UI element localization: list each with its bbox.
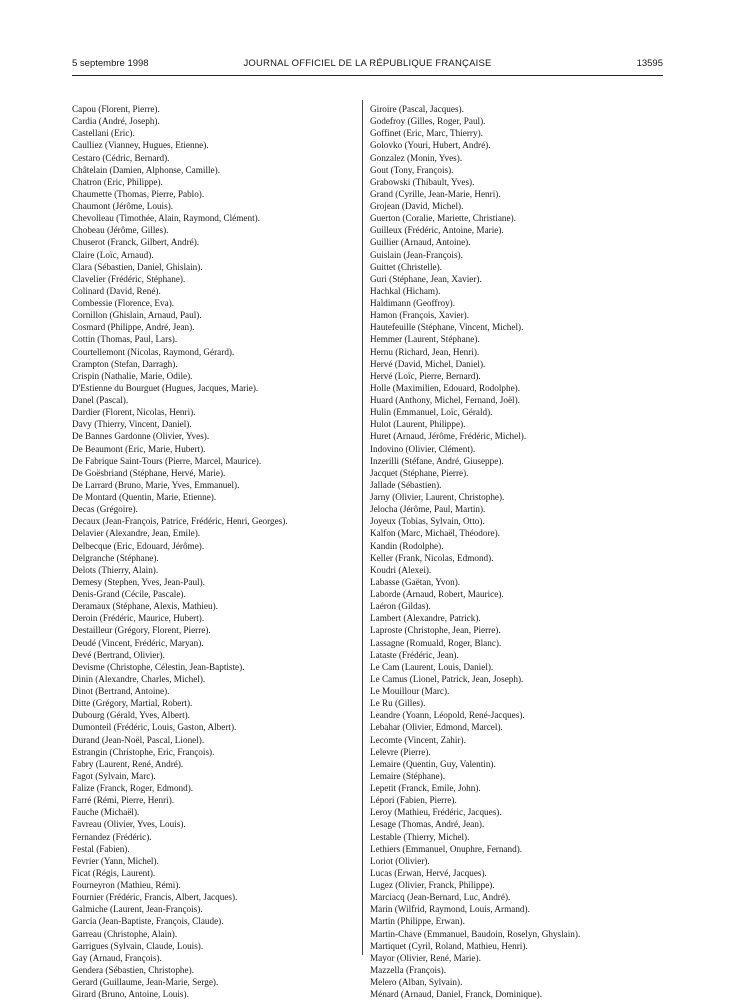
name-entry: Delgranche (Stéphane). (72, 552, 159, 563)
name-entry: Gonzalez (Monin, Yves). (370, 152, 463, 163)
name-entry: Haldimann (Geoffroy). (370, 298, 456, 308)
name-entry: Fagot (Sylvain, Marc). (72, 770, 156, 781)
page-number: 13595 (636, 58, 663, 69)
name-entry: Decas (Grégoire). (72, 504, 138, 515)
name-entry: Mazzella (François). (370, 964, 447, 975)
name-entry: Melero (Alban, Sylvain). (370, 977, 463, 987)
name-entry: Lecomte (Vincent, Zahir). (370, 734, 466, 745)
name-entry: Grojean (David, Michel). (370, 201, 464, 211)
name-entry: Garcia (Jean-Baptiste, François, Claude). (72, 916, 224, 927)
name-entry: Cornillon (Ghislain, Arnaud, Paul). (72, 310, 202, 321)
name-entry: Lethiers (Emmanuel, Onuphre, Fernand). (370, 843, 523, 854)
name-entry: Claire (Loïc, Arnaud). (72, 249, 154, 260)
name-entry: Clara (Sébastien, Daniel, Ghislain). (72, 261, 203, 272)
name-entry: De Bannes Gardonne (Olivier, Yves). (72, 431, 210, 442)
name-entry: Fernandez (Frédéric). (72, 831, 152, 842)
name-entry: Lataste (Frédéric, Jean). (370, 649, 459, 660)
name-entry: Jallade (Sébastien). (370, 479, 442, 490)
name-entry: Hemmer (Laurent, Stéphane). (370, 334, 480, 345)
name-entry: Hachkal (Hicham). (370, 285, 441, 296)
name-entry: Falize (Franck, Roger, Edmond). (72, 783, 194, 793)
name-entry: Demesy (Stephen, Yves, Jean-Paul). (72, 576, 205, 587)
name-entry: Castellani (Eric). (72, 128, 135, 139)
name-entry: Girard (Bruno, Antoine, Louis). (72, 989, 189, 1000)
name-entry: Danel (Pascal). (72, 395, 129, 405)
name-entry: Châtelain (Damien, Alphonse, Camille). (72, 164, 220, 175)
name-entry: Crampton (Stefan, Darragh). (72, 358, 178, 369)
name-entry: Colinard (David, René). (72, 285, 161, 296)
page-header (72, 58, 663, 72)
name-entry: Combessie (Florence, Eva). (72, 298, 175, 308)
name-entry: Fourneyron (Mathieu, Rémi). (72, 880, 181, 890)
name-entry: Godefroy (Gilles, Roger, Paul). (370, 116, 486, 127)
name-entry: Estrangin (Christophe, Eric, François). (72, 746, 215, 757)
name-entry: De Goësbriand (Stéphane, Hervé, Marie). (72, 467, 226, 478)
name-entry: Decaux (Jean-François, Patrice, Frédéric, Henri, Georges). (72, 516, 288, 527)
name-entry: Crispin (Nathalie, Marie, Odile). (72, 370, 193, 381)
name-entry: Inzerilli (Stéfane, André, Giuseppe). (370, 455, 504, 466)
name-entry: Gout (Tony, François). (370, 164, 454, 175)
name-entry: Huret (Arnaud, Jérôme, Frédéric, Michel). (370, 431, 527, 442)
name-entry: Hamon (François, Xavier). (370, 310, 469, 321)
name-entry: Deramaux (Stéphane, Alexis, Mathieu). (72, 601, 218, 612)
name-entry: Fauche (Michaël). (72, 807, 140, 818)
name-entry: Le Ru (Gilles). (370, 698, 426, 709)
name-entry: Cosmard (Philippe, André, Jean). (72, 322, 195, 333)
name-entry: Guillier (Arnaud, Antoine). (370, 237, 471, 248)
name-entry: Marciacq (Jean-Bernard, Luc, André). (370, 892, 511, 903)
name-entry: Delavier (Alexandre, Jean, Emile). (72, 528, 201, 539)
name-entry: Garreau (Christophe, Alain). (72, 928, 178, 939)
name-entry: Chobeau (Jérôme, Gilles). (72, 225, 169, 236)
name-entry: Dinin (Alexandre, Charles, Michel). (72, 673, 206, 684)
name-entry: Giroire (Pascal, Jacques). (370, 104, 464, 114)
name-entry: D'Estienne du Bourguet (Hugues, Jacques, Marie). (72, 382, 259, 393)
name-entry: Joyeux (Tobias, Sylvain, Otto). (370, 516, 485, 527)
name-entry: De Fabrique Saint-Tours (Pierre, Marcel, Maurice). (72, 455, 262, 466)
name-entry: Chevolleau (Timothée, Alain, Raymond, Clément). (72, 213, 260, 224)
name-entry: Hulin (Emmanuel, Loïc, Gérald). (370, 407, 493, 418)
name-entry: Marin (Wilfrid, Raymond, Louis, Armand). (370, 904, 530, 915)
name-entry: Lebahar (Olivier, Edmond, Marcel). (370, 722, 503, 733)
name-entry: Jelocha (Jérôme, Paul, Martin). (370, 504, 486, 515)
name-entry: Favreau (Olivier, Yves, Louis). (72, 819, 186, 830)
header-rule (72, 75, 663, 76)
name-entry: Delbecque (Eric, Edouard, Jérôme). (72, 540, 205, 551)
name-entry: Cottin (Thomas, Paul, Lars). (72, 334, 178, 345)
name-entry: Laéron (Gildas). (370, 601, 431, 612)
name-entry: Guerton (Coralie, Mariette, Christiane). (370, 213, 516, 224)
name-entry: Kalfon (Marc, Michaël, Théodore). (370, 528, 500, 539)
column-divider (362, 100, 363, 955)
name-entry: Davy (Thierry, Vincent, Daniel). (72, 419, 192, 430)
name-entry: Lelevre (Pierre). (370, 746, 431, 757)
name-entry: Ménard (Arnaud, Daniel, Franck, Dominique). (370, 989, 542, 1000)
name-entry: Holle (Maximilien, Edouard, Rodolphe). (370, 382, 521, 393)
name-entry: De Larrard (Bruno, Marie, Yves, Emmanuel). (72, 479, 240, 490)
name-entry: Lestable (Thierry, Michel). (370, 831, 470, 842)
name-entry: Martin (Philippe, Erwan). (370, 916, 465, 927)
name-entry: Le Cam (Laurent, Louis, Daniel). (370, 661, 494, 672)
name-entry: Chaumette (Thomas, Pierre, Pablo). (72, 188, 205, 199)
name-entry: Guri (Stéphane, Jean, Xavier). (370, 273, 482, 284)
name-entry: Martiquet (Cyril, Roland, Mathieu, Henri). (370, 940, 528, 951)
name-entry: Labasse (Gaëtan, Yvon). (370, 576, 461, 587)
name-entry: Guittet (Christelle). (370, 261, 442, 272)
name-entry: Huard (Anthony, Michel, Fernand, Joël). (370, 395, 520, 405)
name-entry: Lesage (Thomas, André, Jean). (370, 819, 485, 830)
name-entry: Gendera (Sébastien, Christophe). (72, 964, 194, 975)
name-entry: Ditte (Grégory, Martial, Robert). (72, 698, 193, 709)
name-entry: Koudri (Alexei). (370, 564, 432, 575)
name-entry: Deroin (Frédéric, Maurice, Hubert). (72, 613, 205, 624)
name-entry: Hervé (Loïc, Pierre, Bernard). (370, 370, 481, 381)
name-entry: Lucas (Erwan, Hervé, Jacques). (370, 867, 487, 878)
name-entry: Lépori (Fabien, Pierre). (370, 795, 457, 806)
name-entry: Laborde (Arnaud, Robert, Maurice). (370, 589, 504, 599)
name-entry: Lambert (Alexandre, Patrick). (370, 613, 481, 624)
name-entry: Lemaire (Stéphane). (370, 770, 445, 781)
name-entry: Festal (Fabien). (72, 843, 130, 854)
name-entry: Loriot (Olivier). (370, 855, 430, 866)
name-entry: De Beaumont (Eric, Marie, Hubert). (72, 443, 206, 454)
name-entry: Chuserot (Franck, Gilbert, André). (72, 237, 200, 248)
name-entry: Hernu (Richard, Jean, Henri). (370, 346, 480, 357)
name-entry: Deudé (Vincent, Frédéric, Maryan). (72, 637, 204, 648)
name-entry: Caulliez (Vianney, Hugues, Etienne). (72, 140, 209, 151)
name-entry: Dumonteil (Frédéric, Louis, Gaston, Albert). (72, 722, 237, 733)
name-entry: Golovko (Youri, Hubert, André). (370, 140, 491, 151)
name-entry: Farré (Rémi, Pierre, Henri). (72, 795, 175, 806)
name-entry: Chaumont (Jérôme, Louis). (72, 201, 174, 211)
name-entry: Cardia (André, Joseph). (72, 116, 160, 127)
name-entry: Garrigues (Sylvain, Claude, Louis). (72, 940, 204, 951)
name-entry: Chatron (Eric, Philippe). (72, 176, 163, 187)
name-entry: Cestaro (Cédric, Bernard). (72, 152, 170, 163)
name-entry: Lemaire (Quentin, Guy, Valentin). (370, 758, 496, 769)
name-entry: Leandre (Yoann, Léopold, René-Jacques). (370, 710, 525, 721)
name-entry: Goffinet (Eric, Marc, Thierry). (370, 128, 483, 139)
name-entry: Lepetit (Franck, Emile, John). (370, 783, 481, 793)
name-entry: Durand (Jean-Noël, Pascal, Lionel). (72, 734, 205, 745)
name-entry: Dardier (Florent, Nicolas, Henri). (72, 407, 196, 418)
name-entry: Grand (Cyrille, Jean-Marie, Henri). (370, 188, 501, 199)
name-entry: Delots (Thierry, Alain). (72, 564, 159, 575)
name-entry: Capou (Florent, Pierre). (72, 104, 160, 114)
name-entry: Gay (Arnaud, François). (72, 952, 162, 963)
name-entry: Fevrier (Yann, Michel). (72, 855, 159, 866)
name-entry: Guislain (Jean-François). (370, 249, 463, 260)
name-entry: Gerard (Guillaume, Jean-Marie, Serge). (72, 977, 219, 987)
right-name-column (370, 103, 662, 1000)
left-name-column (72, 103, 357, 1000)
name-entry: Courtellemont (Nicolas, Raymond, Gérard). (72, 346, 235, 357)
name-entry: Jacquet (Stéphane, Pierre). (370, 467, 469, 478)
name-entry: Jarny (Olivier, Laurent, Christophe). (370, 492, 505, 502)
name-entry: Devé (Bertrand, Olivier). (72, 649, 165, 660)
name-entry: Martin-Chave (Emmanuel, Baudoin, Roselyn, Ghyslain). (370, 928, 581, 939)
name-entry: Clavelier (Frédéric, Stéphane). (72, 273, 186, 284)
name-entry: Destailleur (Grégory, Florent, Pierre). (72, 625, 211, 636)
name-entry: Denis-Grand (Cécile, Pascale). (72, 589, 186, 599)
name-entry: Hulot (Laurent, Philippe). (370, 419, 466, 430)
publication-date: 5 septembre 1998 (72, 58, 149, 69)
name-entry: Ficat (Régis, Laurent). (72, 867, 156, 878)
name-entry: Laproste (Christophe, Jean, Pierre). (370, 625, 501, 636)
name-entry: Lugez (Olivier, Franck, Philippe). (370, 880, 495, 890)
name-entry: Devisme (Christophe, Célestin, Jean-Baptiste). (72, 661, 245, 672)
name-entry: Grabowski (Thibault, Yves). (370, 176, 475, 187)
name-entry: De Montard (Quentin, Marie, Etienne). (72, 492, 217, 502)
name-entry: Le Camus (Lionel, Patrick, Jean, Joseph). (370, 673, 524, 684)
name-entry: Fournier (Frédéric, Francis, Albert, Jacques). (72, 892, 238, 903)
name-entry: Indovino (Olivier, Clément). (370, 443, 476, 454)
name-entry: Guilleux (Frédéric, Antoine, Marie). (370, 225, 504, 236)
name-entry: Fabry (Laurent, René, André). (72, 758, 184, 769)
name-entry: Galmiche (Laurent, Jean-François). (72, 904, 203, 915)
journal-title: JOURNAL OFFICIEL DE LA RÉPUBLIQUE FRANÇAISE (243, 58, 492, 69)
name-entry: Le Mouillour (Marc). (370, 686, 450, 696)
name-entry: Keller (Frank, Nicolas, Edmond). (370, 552, 494, 563)
name-entry: Hautefeuille (Stéphane, Vincent, Michel). (370, 322, 524, 333)
name-entry: Leroy (Mathieu, Frédéric, Jacques). (370, 807, 502, 818)
name-entry: Mayor (Olivier, René, Marie). (370, 952, 481, 963)
name-entry: Dubourg (Gérald, Yves, Albert). (72, 710, 190, 721)
name-entry: Hervé (David, Michel, Daniel). (370, 358, 486, 369)
name-entry: Dinot (Bertrand, Antoine). (72, 686, 170, 696)
name-entry: Kandin (Rodolphe). (370, 540, 444, 551)
name-entry: Lassagne (Romuald, Roger, Blanc). (370, 637, 502, 648)
